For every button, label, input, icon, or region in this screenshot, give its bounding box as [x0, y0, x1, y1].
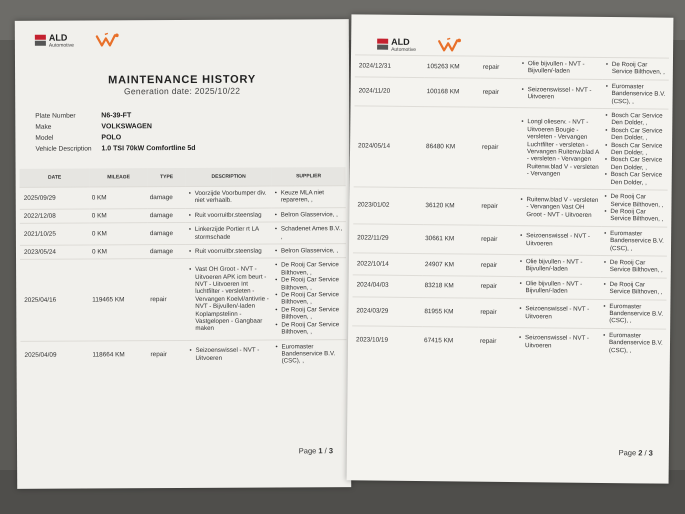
supplier-list: [603, 230, 665, 253]
description-list: [518, 305, 598, 321]
logo-brand: ALD: [391, 36, 410, 47]
ald-logo-icon: [35, 35, 46, 46]
table-row: [20, 339, 346, 369]
supplier-cell: [602, 108, 669, 190]
table-body: [20, 186, 347, 370]
vehicle-description-label: Vehicle Description: [35, 145, 92, 153]
description-item: • Seizoenswissel - NVT - Uitvoeren: [519, 233, 599, 249]
supplier-list: [603, 281, 665, 296]
model-label: Model: [35, 134, 54, 142]
supplier-cell: [603, 57, 669, 80]
supplier-item: • Euromaster Bandenservice B.V. (CSC), ,: [602, 303, 664, 326]
supplier-list: [274, 343, 344, 366]
description-list: [519, 233, 599, 249]
supplier-cell: [272, 244, 346, 259]
date-cell: 2021/10/25: [20, 223, 90, 245]
supplier-cell: [600, 299, 666, 329]
description-item: • Olie bijvullen - NVT - Bijvullen/-laden: [521, 60, 601, 76]
type-cell: repair: [479, 254, 517, 276]
page-label: Page: [618, 448, 637, 458]
type-cell: damage: [148, 223, 186, 245]
description-cell: [186, 186, 272, 208]
description-cell: [186, 244, 272, 259]
description-item: • Vast OH Groot - NVT - Uitvoeren APK icm beurt - NVT - Uitvoeren Int luchtfilter - versleten - Vervangen Koelvl/antivrie - NVT - Bijvullen/-laden Koplampstelinn - Vastgelopen - Gangbaar maken: [188, 266, 270, 333]
document-page-2: [347, 14, 674, 483]
description-list: [188, 226, 270, 241]
description-list: [519, 196, 599, 219]
supplier-item: • Euromaster Bandenservice B.V. (CSC), ,: [603, 230, 665, 253]
supplier-list: [602, 332, 664, 355]
type-cell: damage: [148, 186, 186, 208]
date-cell: 2024/04/03: [352, 275, 422, 298]
description-item: • Linkerzijde Portier rt LA stormschade: [188, 226, 270, 241]
generation-date: Generation date: 2025/10/22: [123, 85, 241, 97]
type-cell: damage: [148, 208, 186, 223]
plate-number-label: Plate Number: [35, 112, 76, 120]
supplier-list: [274, 225, 344, 240]
supplier-item: • Keuze MLA niet repareren, ,: [274, 189, 344, 204]
mileage-cell: 83218 KM: [422, 275, 478, 297]
date-cell: 2024/05/14: [354, 106, 425, 188]
mileage-cell: 36120 KM: [423, 188, 479, 225]
mileage-cell: 0 KM: [90, 223, 148, 245]
supplier-item: • Euromaster Bandenservice B.V. (CSC), ,: [274, 343, 344, 366]
table-row: [20, 186, 346, 210]
mileage-cell: 0 KM: [90, 208, 148, 223]
page-separator: /: [324, 446, 327, 456]
description-cell: [517, 225, 601, 255]
leaseplan-logo-icon: [95, 32, 121, 48]
supplier-list: [602, 303, 664, 326]
supplier-list: [604, 112, 667, 187]
description-cell: [186, 222, 272, 244]
supplier-item: • De Rooij Car Service Bilthoven, ,: [274, 291, 344, 306]
description-cell: [186, 208, 272, 223]
supplier-column-header: SUPPLIER: [272, 167, 346, 186]
mileage-cell: 67415 KM: [422, 326, 478, 355]
ald-logo-icon: [377, 39, 388, 50]
description-list: [521, 60, 601, 76]
model-value: POLO: [101, 134, 122, 142]
type-cell: repair: [479, 225, 517, 255]
supplier-cell: [600, 277, 666, 300]
description-cell: [517, 189, 601, 227]
make-label: Make: [35, 123, 52, 131]
description-item: • Voorzijde Voorbumper div. niet verhaalb.: [188, 190, 270, 205]
description-cell: [519, 57, 603, 80]
supplier-item: • Bosch Car Service Den Dolder, ,: [604, 142, 666, 157]
maintenance-table: [352, 54, 669, 357]
date-cell: 2024/03/29: [352, 296, 422, 326]
supplier-item: • De Rooij Car Service Bilthoven, ,: [274, 276, 344, 291]
supplier-list: [274, 211, 344, 219]
supplier-item: • De Rooij Car Service Bilthoven, ,: [274, 306, 344, 321]
type-cell: repair: [148, 259, 186, 340]
maintenance-table: [20, 167, 347, 369]
type-cell: repair: [478, 327, 516, 356]
table-body: [352, 55, 669, 358]
date-column-header: DATE: [20, 168, 90, 187]
supplier-item: • Bosch Car Service Den Dolder, ,: [604, 127, 666, 142]
mileage-cell: 0 KM: [90, 245, 148, 260]
description-column-header: DESCRIPTION: [186, 168, 272, 187]
table-row: [354, 106, 669, 190]
type-cell: repair: [479, 188, 517, 225]
supplier-item: • De Rooij Car Service Bilthoven, ,: [274, 321, 344, 336]
supplier-item: • Euromaster Bandenservice B.V. (CSC), ,: [602, 332, 664, 355]
date-cell: 2025/04/09: [20, 340, 90, 369]
supplier-cell: [601, 255, 667, 278]
supplier-item: • De Rooij Car Service Bilthoven, ,: [274, 262, 344, 277]
supplier-item: • Bosch Car Service Den Dolder, ,: [604, 171, 666, 186]
description-cell: [517, 255, 601, 278]
description-item: • Seizoenswissel - NVT - Uitvoeren: [188, 347, 270, 362]
table-row: [20, 222, 346, 246]
description-list: [521, 86, 601, 102]
page-label: Page: [298, 446, 317, 456]
document-page-1: [15, 19, 351, 489]
type-column-header: TYPE: [148, 168, 186, 187]
description-item: • Seizoenswissel - NVT - Uitvoeren: [518, 335, 598, 351]
supplier-item: • Euromaster Bandenservice B.V. (CSC), ,: [605, 83, 667, 106]
description-cell: [186, 258, 272, 340]
date-cell: 2025/09/29: [20, 187, 90, 209]
supplier-list: [603, 259, 665, 274]
description-item: • Seizoenswissel - NVT - Uitvoeren: [521, 86, 601, 102]
supplier-cell: [602, 79, 668, 109]
mileage-cell: 119465 KM: [90, 259, 148, 340]
description-item: • Olie bijvullen - NVT - Bijvullen/-laden: [519, 258, 599, 274]
table-row: [353, 224, 667, 257]
mileage-cell: 105263 KM: [425, 56, 481, 78]
page-current: 1: [318, 446, 323, 456]
vehicle-description-value: 1.0 TSI 70kW Comfortline 5d: [101, 144, 196, 153]
supplier-list: [605, 61, 667, 76]
supplier-cell: [272, 222, 346, 244]
supplier-list: [605, 83, 667, 106]
logo-subtitle: Automotive: [391, 46, 417, 54]
page-total: 3: [328, 446, 334, 456]
date-cell: 2025/04/16: [20, 259, 90, 340]
description-item: • Olie bijvullen - NVT - Bijvullen/-laden: [519, 280, 599, 296]
type-cell: repair: [480, 107, 519, 188]
table-row: [20, 258, 346, 341]
supplier-cell: [272, 186, 346, 208]
table-header-row: [20, 167, 346, 187]
supplier-list: [274, 189, 344, 204]
supplier-item: • Schadenet Ames B.V., ,: [274, 225, 344, 240]
supplier-cell: [272, 258, 346, 339]
table-row: [353, 187, 667, 227]
mileage-cell: 100168 KM: [424, 77, 480, 107]
supplier-cell: [272, 207, 346, 222]
description-cell: [516, 327, 600, 357]
table-row: [354, 77, 668, 110]
description-list: [518, 335, 598, 351]
date-cell: 2024/12/31: [355, 55, 425, 78]
supplier-item: • Belron Glasservice, ,: [274, 247, 344, 255]
leaseplan-logo-icon: [437, 37, 463, 53]
supplier-item: • Belron Glasservice, ,: [274, 211, 344, 219]
supplier-item: • De Rooij Car Service Bilthoven, ,: [605, 61, 667, 76]
type-cell: repair: [481, 56, 519, 78]
mileage-cell: 24907 KM: [423, 254, 479, 276]
date-cell: 2022/10/14: [353, 253, 423, 276]
page-separator: /: [644, 448, 647, 458]
description-cell: [518, 108, 603, 190]
mileage-column-header: MILEAGE: [90, 168, 148, 187]
logo-subtitle: Automotive: [48, 42, 74, 49]
description-list: [188, 266, 270, 333]
supplier-cell: [600, 328, 666, 357]
page-total: 3: [648, 448, 653, 458]
description-list: [188, 190, 270, 205]
supplier-item: • Bosch Car Service Den Dolder, ,: [604, 112, 666, 127]
description-cell: [518, 78, 602, 108]
description-cell: [186, 340, 272, 369]
description-list: [188, 248, 270, 256]
supplier-item: • De Rooij Car Service Bilthoven, ,: [603, 193, 665, 208]
supplier-cell: [272, 339, 346, 368]
mileage-cell: 86480 KM: [424, 107, 481, 189]
description-cell: [516, 298, 600, 328]
description-list: [519, 280, 599, 296]
supplier-item: • De Rooij Car Service Bilthoven, ,: [603, 259, 665, 274]
supplier-item: • De Rooij Car Service Bilthoven, ,: [603, 208, 665, 223]
supplier-cell: [601, 226, 667, 256]
supplier-cell: [601, 190, 667, 227]
table-row: [352, 326, 666, 358]
description-item: • Ruitenw.blad V - versleten - Vervangen Vast OH Groot - NVT - Uitvoeren: [519, 196, 599, 219]
date-cell: 2023/10/19: [352, 326, 422, 355]
mileage-cell: 118664 KM: [90, 340, 148, 369]
description-item: • Ruit voorruitbr.steenslag: [188, 211, 270, 219]
supplier-item: • Bosch Car Service Den Dolder, ,: [604, 156, 666, 171]
table-row: [352, 296, 666, 329]
type-cell: repair: [478, 276, 516, 298]
mileage-cell: 81955 KM: [422, 297, 478, 327]
mileage-cell: 0 KM: [90, 187, 148, 209]
description-list: [520, 119, 601, 179]
date-cell: 2023/01/02: [353, 187, 423, 224]
supplier-list: [274, 247, 344, 255]
description-list: [519, 258, 599, 274]
plate-number-value: N6-39-FT: [101, 112, 132, 120]
supplier-list: [274, 262, 344, 336]
description-list: [188, 347, 270, 362]
page-number: [299, 446, 333, 455]
supplier-list: [603, 193, 665, 223]
date-cell: 2023/05/24: [20, 245, 90, 260]
date-cell: 2022/11/29: [353, 224, 423, 254]
logo-brand: ALD: [48, 32, 68, 43]
description-item: • Longl olieserv. - NVT - Uitvoeren Bougie - versleten - Vervangen Luchtfilter - versleten - Vervangen Ruitenw.blad A - versleten - Vervangen Ruitenw.blad V - versleten - Vervangen: [520, 119, 601, 179]
type-cell: repair: [480, 78, 518, 108]
supplier-item: • De Rooij Car Service Bilthoven, ,: [603, 281, 665, 296]
date-cell: 2022/12/08: [20, 209, 90, 224]
description-item: • Seizoenswissel - NVT - Uitvoeren: [518, 305, 598, 321]
description-list: [188, 211, 270, 219]
type-cell: repair: [148, 340, 186, 369]
type-cell: repair: [478, 298, 516, 328]
description-item: • Ruit voorruitbr.steenslag: [188, 248, 270, 256]
type-cell: damage: [148, 245, 186, 260]
page-number: [619, 448, 653, 457]
page-current: 2: [638, 448, 643, 458]
date-cell: 2024/11/20: [354, 77, 424, 107]
description-cell: [516, 276, 600, 299]
mileage-cell: 30661 KM: [423, 224, 479, 254]
make-value: VOLKSWAGEN: [101, 123, 152, 131]
page-title: MAINTENANCE HISTORY: [108, 73, 257, 87]
